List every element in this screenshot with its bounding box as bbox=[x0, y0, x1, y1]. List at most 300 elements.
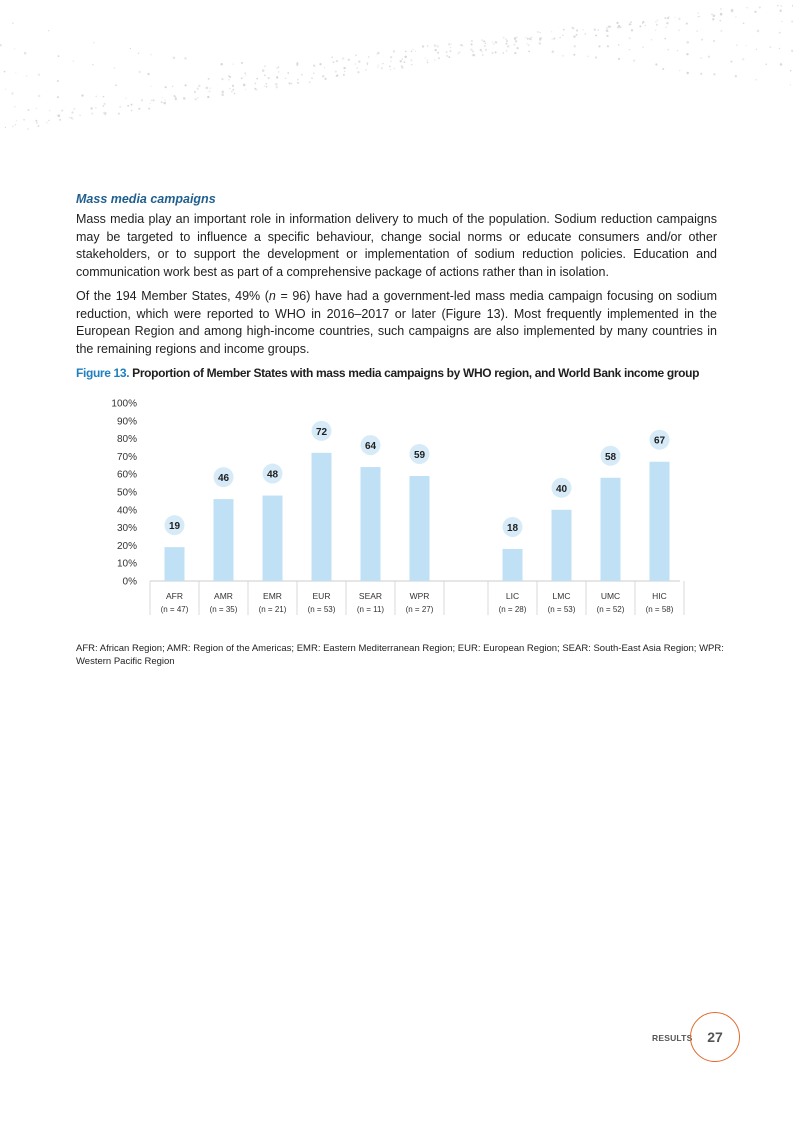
dot bbox=[699, 16, 700, 17]
dot bbox=[754, 11, 756, 13]
dot bbox=[138, 71, 140, 73]
dot bbox=[313, 72, 315, 74]
dot bbox=[130, 48, 131, 49]
dot bbox=[164, 99, 165, 100]
dot bbox=[92, 64, 94, 66]
dot bbox=[57, 80, 59, 82]
dot bbox=[324, 67, 325, 68]
dot bbox=[618, 58, 620, 60]
dot bbox=[424, 57, 425, 58]
dot bbox=[163, 102, 166, 105]
dot bbox=[516, 37, 517, 38]
dot bbox=[540, 40, 541, 41]
x-tick-n-label: (n = 11) bbox=[356, 605, 385, 614]
dot bbox=[629, 24, 631, 26]
y-tick-label: 0% bbox=[122, 576, 137, 588]
dot bbox=[595, 56, 597, 58]
dot bbox=[571, 27, 573, 29]
y-tick-label: 10% bbox=[116, 558, 137, 570]
dot bbox=[713, 73, 715, 75]
dot-pattern-group bbox=[0, 5, 793, 130]
dot bbox=[483, 40, 485, 42]
dot bbox=[262, 69, 265, 72]
dot bbox=[527, 38, 529, 40]
dot bbox=[674, 17, 675, 18]
dot bbox=[232, 63, 233, 64]
dot bbox=[393, 50, 396, 53]
dot bbox=[596, 35, 597, 36]
dot bbox=[348, 59, 350, 61]
dot bbox=[48, 30, 49, 31]
dot bbox=[574, 45, 576, 47]
dot bbox=[631, 29, 633, 31]
dot bbox=[655, 30, 656, 31]
dot bbox=[642, 23, 643, 24]
x-tick-n-label: (n = 47) bbox=[160, 605, 189, 614]
header-dot-pattern bbox=[0, 0, 793, 175]
dot bbox=[645, 25, 646, 26]
dot bbox=[584, 33, 586, 35]
dot bbox=[755, 79, 757, 81]
dot bbox=[131, 104, 133, 106]
dot bbox=[662, 68, 664, 70]
dot bbox=[404, 61, 406, 63]
dot bbox=[655, 63, 657, 65]
dot bbox=[367, 62, 369, 64]
dot bbox=[492, 41, 493, 42]
dot bbox=[516, 47, 518, 49]
dot bbox=[228, 79, 230, 81]
x-tick-n-label: (n = 53) bbox=[307, 605, 336, 614]
dot bbox=[450, 50, 452, 52]
dot bbox=[57, 96, 59, 98]
bar-amr bbox=[214, 499, 234, 581]
dot bbox=[275, 83, 278, 86]
dot bbox=[507, 45, 509, 47]
dot bbox=[276, 77, 278, 79]
dot bbox=[745, 45, 746, 46]
dot bbox=[297, 82, 299, 84]
dot bbox=[71, 111, 73, 113]
dot bbox=[378, 52, 380, 54]
dot bbox=[552, 50, 554, 52]
dot bbox=[746, 7, 747, 8]
dot bbox=[697, 12, 699, 14]
dot bbox=[756, 49, 757, 50]
dot bbox=[559, 37, 560, 38]
dot bbox=[779, 9, 782, 12]
bar-sear bbox=[361, 467, 381, 581]
dot bbox=[335, 70, 337, 72]
dot bbox=[657, 20, 659, 22]
dot bbox=[197, 88, 199, 90]
n-symbol: n bbox=[268, 289, 276, 303]
dot bbox=[630, 24, 632, 26]
dot bbox=[198, 85, 200, 87]
dot bbox=[241, 62, 243, 64]
dot bbox=[736, 45, 737, 46]
dot bbox=[404, 56, 406, 58]
value-label: 59 bbox=[413, 449, 426, 461]
dot bbox=[11, 92, 13, 94]
dot bbox=[147, 73, 149, 75]
dot bbox=[528, 51, 530, 53]
y-tick-label: 80% bbox=[116, 434, 137, 446]
x-tick-n-label: (n = 35) bbox=[209, 605, 238, 614]
dot bbox=[506, 43, 508, 45]
paragraph-findings-part1: Of the 194 Member States, 49% ( bbox=[76, 289, 269, 303]
dot bbox=[265, 83, 267, 85]
dot bbox=[26, 75, 28, 77]
dot bbox=[194, 98, 197, 101]
paragraph-findings-part2: = 96) have had a government-led mass media campaign focusing on sodium reduction, which were reported to WHO in 2016–2017 or later (Figure 13). Most frequently implemented in the European Region and among high-income countries, such campaigns are also implemented by many countries in the remaining regions and income groups. bbox=[76, 289, 717, 356]
dot bbox=[742, 58, 744, 60]
dot bbox=[531, 37, 533, 39]
dot bbox=[264, 74, 266, 76]
dot bbox=[276, 86, 278, 88]
dot bbox=[720, 30, 722, 32]
dot bbox=[69, 117, 70, 118]
dot bbox=[435, 49, 437, 51]
dot bbox=[731, 61, 733, 63]
dot bbox=[619, 26, 621, 28]
dot bbox=[696, 30, 698, 32]
dot bbox=[629, 37, 631, 39]
dot bbox=[506, 50, 507, 51]
section-title: Mass media campaigns bbox=[76, 192, 216, 206]
dot bbox=[639, 25, 641, 27]
dot bbox=[446, 55, 448, 57]
dot bbox=[184, 57, 186, 59]
dot bbox=[503, 37, 505, 39]
dot bbox=[481, 51, 483, 53]
dot bbox=[4, 71, 6, 73]
dot bbox=[448, 56, 450, 58]
dot bbox=[698, 16, 700, 18]
dot bbox=[115, 84, 117, 86]
dot bbox=[411, 64, 413, 66]
dot bbox=[266, 86, 268, 88]
dot bbox=[405, 51, 407, 53]
dot bbox=[472, 54, 474, 56]
dot bbox=[779, 48, 780, 49]
dot bbox=[735, 75, 737, 77]
dot bbox=[607, 45, 609, 47]
dot bbox=[438, 57, 440, 59]
page-number-badge bbox=[690, 1012, 740, 1062]
dot bbox=[161, 101, 163, 103]
dot bbox=[537, 31, 538, 32]
dot bbox=[587, 56, 589, 58]
dot bbox=[735, 16, 736, 17]
dot bbox=[311, 77, 313, 79]
value-label: 48 bbox=[266, 469, 279, 481]
dot bbox=[390, 69, 391, 70]
dot bbox=[14, 106, 16, 108]
dot bbox=[781, 5, 783, 7]
dot bbox=[207, 96, 209, 98]
dot bbox=[686, 53, 688, 55]
dot bbox=[506, 40, 508, 42]
dot bbox=[448, 43, 451, 46]
x-tick-n-label: (n = 21) bbox=[258, 605, 287, 614]
dot bbox=[73, 60, 74, 61]
dot bbox=[781, 21, 782, 22]
dot bbox=[426, 60, 427, 61]
dot bbox=[49, 110, 51, 112]
y-tick-label: 20% bbox=[116, 540, 137, 552]
y-tick-label: 60% bbox=[116, 469, 137, 481]
dot bbox=[743, 22, 745, 24]
dot bbox=[254, 88, 256, 90]
dot bbox=[378, 65, 379, 66]
dot bbox=[394, 68, 396, 70]
dot bbox=[59, 119, 61, 121]
dot bbox=[93, 42, 95, 44]
dot bbox=[127, 105, 129, 107]
footer-section-label: RESULTS bbox=[652, 1033, 693, 1043]
y-tick-label: 40% bbox=[116, 505, 137, 517]
dot bbox=[276, 67, 278, 69]
dot bbox=[563, 29, 565, 31]
dot bbox=[713, 15, 716, 18]
dot bbox=[175, 97, 177, 99]
dot bbox=[446, 51, 448, 53]
dot bbox=[357, 71, 359, 73]
dot bbox=[434, 44, 436, 46]
value-label: 40 bbox=[555, 483, 568, 495]
dot bbox=[757, 30, 760, 33]
dot bbox=[485, 49, 487, 51]
dot bbox=[16, 120, 17, 121]
dot bbox=[667, 49, 669, 51]
dot bbox=[153, 99, 155, 101]
dot bbox=[720, 8, 722, 10]
dot bbox=[319, 63, 321, 65]
figure-footnote: AFR: African Region; AMR: Region of the Americas; EMR: Eastern Mediterranean Region; EUR: European Region; SEAR: South-East Asia Region; WPR: Western Pacific Region bbox=[76, 643, 724, 667]
dot bbox=[5, 127, 6, 128]
x-tick-n-label: (n = 28) bbox=[498, 605, 527, 614]
dot bbox=[222, 90, 224, 92]
dot bbox=[655, 21, 656, 22]
dot bbox=[382, 63, 383, 64]
dot bbox=[104, 114, 105, 115]
dot bbox=[471, 43, 473, 45]
dot bbox=[711, 14, 712, 15]
dot bbox=[573, 35, 575, 37]
dot bbox=[502, 52, 504, 54]
dot bbox=[12, 23, 13, 24]
dot bbox=[411, 51, 413, 53]
dot bbox=[95, 107, 96, 108]
dot bbox=[138, 108, 140, 110]
dot bbox=[141, 99, 144, 102]
dot bbox=[562, 35, 563, 36]
y-tick-label: 100% bbox=[111, 398, 137, 410]
dot bbox=[221, 78, 223, 80]
dot bbox=[759, 6, 761, 8]
bar-afr bbox=[165, 547, 185, 581]
dot bbox=[720, 13, 723, 16]
x-tick-label: SEAR bbox=[358, 591, 383, 601]
dot bbox=[231, 91, 233, 93]
dot bbox=[194, 91, 196, 93]
value-label: 58 bbox=[604, 451, 617, 463]
dot bbox=[357, 67, 359, 69]
dot bbox=[412, 49, 413, 50]
dot bbox=[23, 119, 25, 121]
dot bbox=[232, 89, 234, 91]
dot bbox=[148, 107, 150, 109]
dot bbox=[665, 26, 666, 27]
dot bbox=[343, 67, 345, 69]
dot bbox=[244, 72, 246, 74]
dot bbox=[597, 29, 599, 31]
dot bbox=[664, 38, 666, 40]
dot bbox=[460, 44, 462, 46]
dot bbox=[434, 59, 435, 60]
dot bbox=[355, 54, 357, 56]
dot bbox=[27, 128, 29, 130]
dot bbox=[72, 119, 73, 120]
dot bbox=[309, 81, 311, 83]
dot bbox=[576, 29, 578, 31]
dot bbox=[525, 37, 526, 38]
dot bbox=[459, 51, 461, 53]
dot bbox=[297, 78, 299, 80]
dot bbox=[790, 84, 791, 85]
dot bbox=[436, 45, 439, 48]
dot bbox=[606, 35, 608, 37]
dot bbox=[667, 17, 669, 19]
dot bbox=[24, 52, 27, 55]
dot bbox=[700, 57, 702, 59]
dot bbox=[480, 49, 482, 51]
dot bbox=[368, 56, 369, 57]
dot bbox=[664, 17, 666, 19]
dot bbox=[513, 44, 515, 46]
dot bbox=[539, 43, 541, 45]
dot bbox=[777, 5, 778, 6]
dot bbox=[656, 24, 658, 26]
x-tick-label: WPR bbox=[409, 591, 430, 601]
dot bbox=[719, 20, 721, 22]
dot bbox=[220, 63, 223, 66]
dot bbox=[150, 54, 151, 55]
dot bbox=[91, 112, 93, 114]
dot bbox=[484, 45, 486, 47]
dot bbox=[769, 46, 771, 48]
dot bbox=[287, 72, 289, 74]
value-label: 46 bbox=[217, 473, 230, 485]
dot bbox=[576, 34, 578, 36]
dot bbox=[422, 45, 424, 47]
bar-eur bbox=[312, 453, 332, 581]
dot bbox=[617, 27, 619, 29]
dot bbox=[701, 39, 703, 41]
dot bbox=[38, 73, 40, 75]
paragraph-findings bbox=[76, 288, 717, 358]
figure-caption bbox=[76, 366, 736, 380]
dot bbox=[36, 108, 38, 110]
dot bbox=[0, 44, 2, 46]
dot bbox=[515, 40, 517, 42]
dot bbox=[553, 38, 555, 40]
dot bbox=[15, 72, 16, 73]
dot bbox=[700, 73, 702, 75]
x-tick-n-label: (n = 58) bbox=[645, 605, 674, 614]
dot bbox=[285, 77, 287, 79]
dot bbox=[732, 9, 733, 10]
dot bbox=[779, 32, 781, 34]
x-tick-label: LIC bbox=[505, 591, 520, 601]
dot bbox=[686, 41, 689, 44]
dot bbox=[573, 54, 575, 56]
dot bbox=[245, 75, 246, 76]
dot bbox=[27, 109, 29, 111]
x-tick-label: AFR bbox=[166, 591, 183, 601]
dot bbox=[492, 52, 494, 54]
dot bbox=[264, 85, 266, 87]
dot bbox=[651, 39, 652, 40]
dot bbox=[495, 42, 497, 44]
dot bbox=[37, 125, 39, 127]
dot bbox=[630, 21, 632, 23]
dot bbox=[526, 43, 527, 44]
dot bbox=[103, 96, 105, 98]
dot bbox=[551, 31, 553, 33]
dot bbox=[114, 67, 115, 68]
dot bbox=[5, 89, 6, 90]
dot bbox=[678, 29, 680, 31]
x-tick-n-label: (n = 53) bbox=[547, 605, 576, 614]
dot bbox=[58, 55, 60, 57]
dot bbox=[268, 77, 270, 79]
dot bbox=[229, 76, 231, 78]
dot bbox=[528, 44, 530, 46]
dot bbox=[450, 47, 452, 49]
page-number: 27 bbox=[707, 1029, 723, 1045]
dot bbox=[14, 48, 15, 49]
dot bbox=[291, 83, 293, 85]
dot bbox=[355, 63, 356, 64]
dot bbox=[790, 70, 792, 72]
dot bbox=[48, 120, 50, 122]
dot bbox=[485, 43, 486, 44]
dot bbox=[381, 67, 383, 69]
dot bbox=[451, 44, 452, 45]
dot bbox=[58, 114, 61, 117]
dot bbox=[12, 126, 13, 127]
dot bbox=[301, 74, 303, 76]
dot bbox=[607, 30, 609, 32]
dot bbox=[712, 18, 714, 20]
dot bbox=[562, 55, 563, 56]
x-tick-n-label: (n = 52) bbox=[596, 605, 625, 614]
dot bbox=[36, 122, 38, 124]
dot bbox=[162, 97, 163, 98]
dot bbox=[377, 66, 378, 67]
dot bbox=[633, 60, 635, 62]
dot bbox=[234, 93, 236, 95]
dot bbox=[79, 115, 81, 117]
dot bbox=[677, 50, 679, 52]
x-tick-label: UMC bbox=[600, 591, 621, 601]
dot bbox=[402, 58, 403, 59]
value-label: 67 bbox=[653, 435, 666, 447]
x-tick-label: EMR bbox=[263, 591, 282, 601]
dot bbox=[46, 122, 48, 124]
